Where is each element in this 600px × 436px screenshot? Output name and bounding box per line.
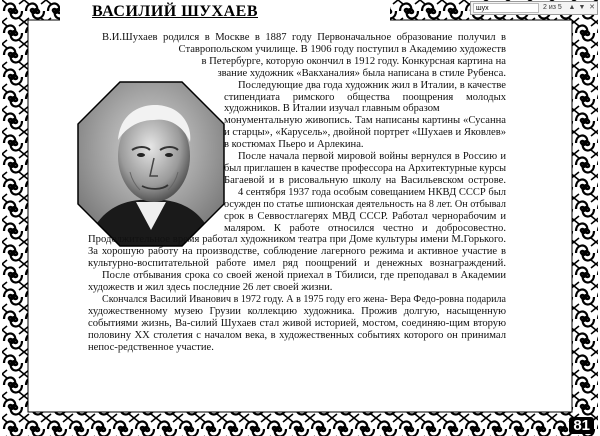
page-title: ВАСИЛИЙ ШУХАЕВ: [92, 3, 258, 20]
text-line: Последующие два года художник жил в Италии, в качестве: [238, 79, 506, 91]
text-line: звание художник «Вакханалия» была написана в стиле Рубенса.: [217, 67, 506, 79]
text-line: Продолжительное время работал художником театра при Доме культуры имени М.Горького.: [88, 234, 506, 246]
text-line: Ставропольском училище. В 1906 году поступил в Академию художеств: [178, 43, 506, 55]
text-line: художников. В Италии изучал главным образом: [224, 103, 440, 115]
find-next-button[interactable]: ▼: [578, 4, 586, 11]
page-number: 81: [569, 417, 594, 434]
text-line: в костюмах Пьеро и Арлекина.: [224, 139, 364, 151]
text-line: художественному музею Грузии коллекцию художника. Прожив долгую, насыщенную: [88, 305, 506, 317]
text-line: монументальную живопись. Там написаны картины «Сусанна: [224, 115, 506, 127]
text-line: непос-редственное участие.: [88, 341, 214, 353]
text-line: 4 сентября 1937 года особым совещанием НКВД СССР был: [238, 186, 506, 198]
text-line: срок в Севвостлагерях МВД СССР. Работал чернорабочим и: [224, 210, 506, 222]
text-line: Багаевой и в рисовальную школу на Васильевском острове.: [224, 174, 506, 186]
text-line: событиями жизнь, Ва-силий Шухаев стал живой историей, мостом, соединяю-щим вторую: [88, 317, 506, 329]
find-bar: [470, 1, 598, 15]
text-line: осужден по статье шпионская деятельность на 8 лет. Он отбывал: [224, 198, 506, 210]
article-body: [88, 32, 506, 412]
text-line: стипендиата римского общества поощрения молодых: [224, 91, 506, 103]
text-line: Скончался Василий Иванович в 1972 году. А в 1975 году его жена- Вера Федо-ровна подарила: [102, 293, 506, 305]
text-line: За хорошую работу на производстве, соблюдение лагерного режима и активное участие в: [88, 246, 506, 258]
find-match-count: 2 из 5: [543, 4, 562, 11]
text-line: художеств и жил здесь последние 26 лет своей жизни.: [88, 282, 333, 294]
find-input[interactable]: [473, 3, 539, 13]
text-line: маляром. К работе относился честно и добросовестно.: [224, 222, 506, 234]
find-prev-button[interactable]: ▲: [568, 4, 576, 11]
text-line: в Петербурге, которую окончил в 1912 году. Конкурсная картина на: [201, 55, 506, 67]
text-line: После начала первой мировой войны вернулся в Россию и: [238, 151, 506, 163]
find-close-button[interactable]: ✕: [589, 4, 595, 11]
text-line: В.И.Шухаев родился в Москве в 1887 году Первоначальное образование получил в: [102, 32, 506, 43]
text-line: половину XX столетия с началом века, в художественных событиях которого он принимал: [88, 329, 506, 341]
text-line: был приглашен в качестве профессора на Архитектурные курсы: [224, 162, 506, 174]
text-line: культурно-воспитательной работе имел ряд поощрений и денежных вознаграждений.: [88, 258, 506, 270]
text-line: После отбывания срока со своей женой приехал в Тбилиси, где преподавал в Академии: [102, 270, 506, 282]
text-line: и старцы», «Карусель», двойной портрет «Шухаев и Яковлев»: [224, 127, 506, 139]
